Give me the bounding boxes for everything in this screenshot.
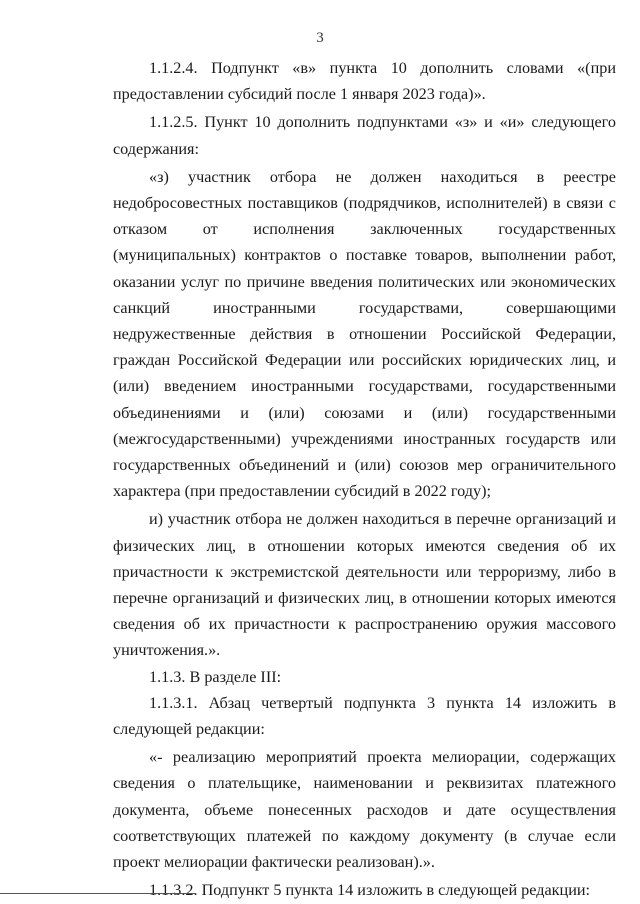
paragraph-1-1-2-4: 1.1.2.4. Подпункт «в» пункта 10 дополнить словами «(при предоставлении субсидий после 1 января 2023 года)». [113,59,616,104]
paragraph-1-1-3: 1.1.3. В разделе III: [149,667,282,686]
document-body [113,55,616,904]
paragraph-subitem-i: и) участник отбора не должен находиться в перечне организаций и физических лиц, в отношении которых имеются сведения об их причастности к экстремистской деятельности или терроризму, либо в перечне организаций и физических лиц, в отношении которых имеются сведения об их причастности к распространению оружия массового уничтожения.». [113,510,616,660]
paragraph-subitem-z: «з) участник отбора не должен находиться в реестре недобросовестных поставщиков (подрядчиков, исполнителей) в связи с отказом от исполнения заключенных государственных (муниципальных) контрактов о поставке товаров, выполнении работ, оказании услуг по причине введения политических или экономических санкций иностранными государствами, совершающими недружественные действия в отношении Российской Федерации, граждан Российской Федерации или российских юридических лиц, и (или) введением иностранными государствами, государственными объединениями и (или) союзами и (или) государственными (межгосударственными) учреждениями иностранных государств или государственных объединений и (или) союзов мер ограничительного характера (при предоставлении субсидий в 2022 году); [113,167,616,501]
paragraph-1-1-3-1: 1.1.3.1. Абзац четвертый подпункта 3 пункта 14 изложить в следующей редакции: [113,693,616,739]
page-number: 3 [316,30,324,46]
paragraph-1-1-2-5: 1.1.2.5. Пункт 10 дополнить подпунктами «з» и «и» следующего содержания: [113,113,616,158]
footnote-divider [0,893,196,894]
paragraph-1-1-3-2: 1.1.3.2. Подпункт 5 пункта 14 изложить в следующей редакции: [149,881,591,900]
paragraph-quote-melioration: «- реализацию мероприятий проекта мелиорации, содержащих сведения о плательщике, наименовании и реквизитах платежного документа, объеме понесенных расходов и дате осуществления соответствующих платежей по каждому документу (в случае если проект мелиорации фактически реализован).». [113,748,616,872]
